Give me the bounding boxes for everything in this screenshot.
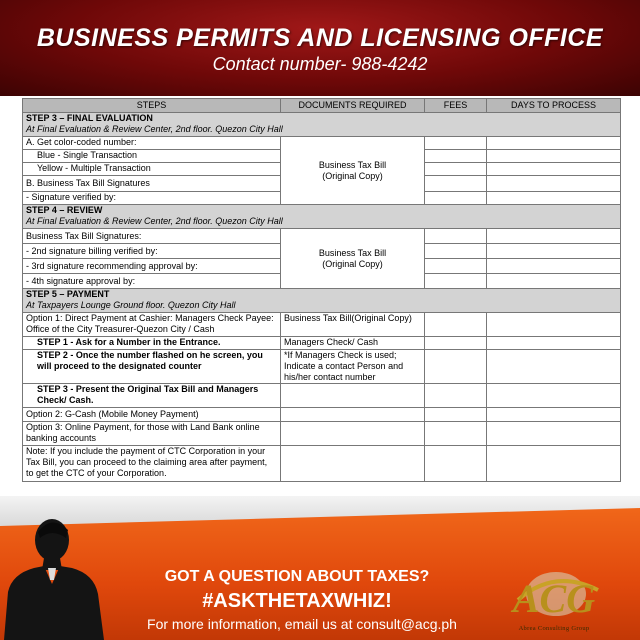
contact-number: Contact number- 988-4242 bbox=[212, 54, 428, 74]
table-row bbox=[23, 337, 621, 350]
step3-row-verified: - Signature verified by: bbox=[23, 192, 281, 205]
column-header-fees: FEES bbox=[425, 99, 487, 113]
table-row bbox=[23, 350, 621, 384]
page-title: BUSINESS PERMITS AND LICENSING OFFICE bbox=[36, 24, 604, 52]
step5-sub1: STEP 1 - Ask for a Number in the Entrance. bbox=[23, 337, 281, 350]
step4-row-signatures: Business Tax Bill Signatures: bbox=[23, 229, 281, 244]
step5-option3: Option 3: Online Payment, for those with Land Bank online banking accounts bbox=[23, 422, 281, 446]
acg-logo-icon bbox=[498, 560, 610, 632]
step4-heading-row bbox=[23, 205, 621, 229]
column-header-days: DAYS TO PROCESS bbox=[487, 99, 621, 113]
step3-location: At Final Evaluation & Review Center, 2nd floor. Quezon City Hall bbox=[26, 124, 283, 134]
table-header-row bbox=[23, 99, 621, 113]
step3-doc-line2: (Original Copy) bbox=[322, 170, 383, 181]
step5-option1: Option 1: Direct Payment at Cashier: Managers Check Payee: Office of the City Treasurer-Quezon City / Cash bbox=[23, 313, 281, 337]
step5-sub2: STEP 2 - Once the number flashed on he screen, you will proceed to the designated counter bbox=[23, 350, 281, 384]
footer-question: GOT A QUESTION ABOUT TAXES? bbox=[164, 568, 430, 585]
step5-title: STEP 5 – PAYMENT bbox=[26, 289, 110, 299]
step4-documents bbox=[281, 229, 425, 289]
step5-sub3: STEP 3 - Present the Original Tax Bill and Managers Check/ Cash. bbox=[23, 384, 281, 408]
step4-title: STEP 4 – REVIEW bbox=[26, 205, 103, 215]
step5-note: Note: If you include the payment of CTC Corporation in your Tax Bill, you can proceed to the claiming area after payment, to get the CTC of your Corporation. bbox=[23, 446, 281, 482]
step5-sub1-doc: Managers Check/ Cash bbox=[281, 337, 425, 350]
header-banner bbox=[0, 0, 640, 96]
company-name: Abrea Consulting Group bbox=[518, 625, 590, 632]
step5-sub2-doc: *If Managers Check is used; Indicate a contact Person and his/her contact number bbox=[281, 350, 425, 384]
step3-row-b: B. Business Tax Bill Signatures bbox=[23, 176, 281, 192]
businessman-silhouette-icon bbox=[0, 510, 110, 640]
table-row bbox=[23, 446, 621, 482]
step3-documents bbox=[281, 137, 425, 205]
process-table bbox=[22, 98, 621, 482]
table-row bbox=[23, 137, 621, 150]
table-row bbox=[23, 422, 621, 446]
step3-doc-line1: Business Tax Bill bbox=[318, 159, 387, 170]
logo-text: ACG bbox=[512, 576, 596, 621]
step4-doc-line2: (Original Copy) bbox=[322, 258, 383, 269]
step5-location: At Taxpayers Lounge Ground floor. Quezon City Hall bbox=[26, 300, 236, 310]
column-header-steps: STEPS bbox=[23, 99, 281, 113]
footer-hashtag: #ASKTHETAXWHIZ! bbox=[202, 590, 392, 612]
table-row bbox=[23, 384, 621, 408]
step3-row-blue: Blue - Single Transaction bbox=[23, 150, 281, 163]
step3-heading-row bbox=[23, 113, 621, 137]
process-table-container bbox=[22, 98, 620, 496]
step4-row-2nd: - 2nd signature billing verified by: bbox=[23, 244, 281, 259]
column-header-documents: DOCUMENTS REQUIRED bbox=[281, 99, 425, 113]
footer-contact-info: For more information, email us at consult@acg.ph bbox=[147, 616, 457, 632]
table-row bbox=[23, 229, 621, 244]
step3-row-yellow: Yellow - Multiple Transaction bbox=[23, 163, 281, 176]
step4-location: At Final Evaluation & Review Center, 2nd floor. Quezon City Hall bbox=[26, 216, 283, 226]
table-row bbox=[23, 313, 621, 337]
step5-heading-row bbox=[23, 289, 621, 313]
step3-title: STEP 3 – FINAL EVALUATION bbox=[26, 113, 153, 123]
step4-row-4th: - 4th signature approval by: bbox=[23, 274, 281, 289]
step4-row-3rd: - 3rd signature recommending approval by: bbox=[23, 259, 281, 274]
step5-option2: Option 2: G-Cash (Mobile Money Payment) bbox=[23, 408, 281, 422]
step5-option1-doc: Business Tax Bill(Original Copy) bbox=[281, 313, 425, 337]
step3-row-a: A. Get color-coded number: bbox=[23, 137, 281, 150]
step4-doc-line1: Business Tax Bill bbox=[318, 247, 387, 258]
table-row bbox=[23, 408, 621, 422]
